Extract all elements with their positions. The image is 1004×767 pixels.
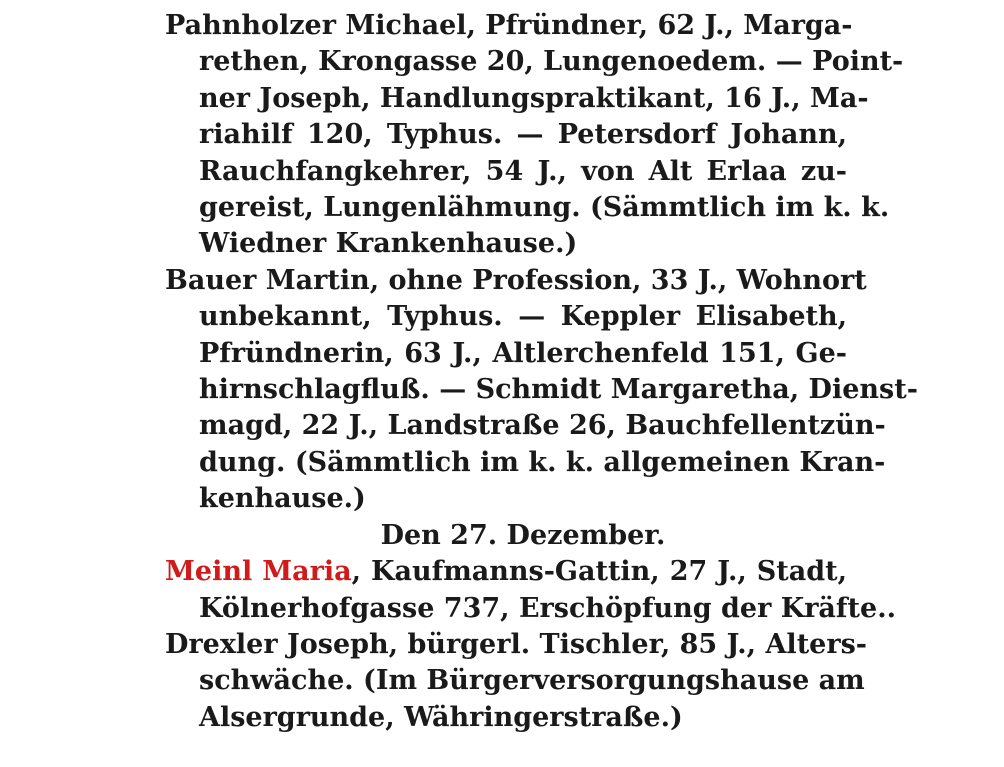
text-line: unbekannt, Typhus. — Keppler Elisabeth, — [199, 301, 847, 333]
death-entry-meinl — [165, 554, 896, 627]
date-heading: Den 27. Dezember. — [380, 519, 666, 551]
text-line: Rauchfangkehrer, 54 J., von Alt Erlaa zu- — [199, 155, 847, 187]
text-line: Bauer Martin, ohne Profession, 33 J., Wohnort — [165, 264, 867, 296]
text-line: ner Joseph, Handlungspraktikant, 16 J., Ma- — [199, 82, 869, 114]
text-line: riahilf 120, Typhus. — Petersdorf Johann, — [199, 119, 847, 151]
text-line: Pfründnerin, 63 J., Altlerchenfeld 151, Ge- — [199, 337, 847, 369]
text-line: Alsergrunde, Währingerstraße.) — [199, 701, 683, 733]
text-line: Wiedner Krankenhause.) — [199, 228, 578, 260]
text-line: Kölnerhofgasse 737, Erschöpfung der Kräfte.. — [199, 592, 896, 624]
death-entry-drexler — [165, 627, 867, 736]
entry-text: , Kaufmanns-Gattin, 27 J., Stadt, — [351, 556, 847, 588]
text-line: kenhause.) — [199, 483, 366, 515]
text-line: gereist, Lungenlähmung. (Sämmtlich im k. k. — [199, 192, 890, 224]
text-line: magd, 22 J., Landstraße 26, Bauchfellentzün- — [199, 410, 886, 442]
text-line: Drexler Joseph, bürgerl. Tischler, 85 J., Alters- — [165, 628, 867, 660]
document-page — [165, 8, 918, 736]
text-line: rethen, Krongasse 20, Lungenoedem. — Point- — [199, 46, 904, 78]
text-line: hirnschlagfluß. — Schmidt Margaretha, Dienst- — [199, 374, 918, 406]
text-line: dung. (Sämmtlich im k. k. allgemeinen Kran- — [199, 446, 886, 478]
highlighted-name: Meinl Maria — [165, 556, 352, 588]
text-line: schwäche. (Im Bürgerversorgungshause am — [199, 665, 865, 697]
text-line: Pahnholzer Michael, Pfründner, 62 J., Marga- — [165, 10, 853, 41]
death-entry-group-wieden — [165, 8, 904, 263]
death-entry-group-general — [165, 263, 918, 518]
text-line — [165, 554, 847, 590]
